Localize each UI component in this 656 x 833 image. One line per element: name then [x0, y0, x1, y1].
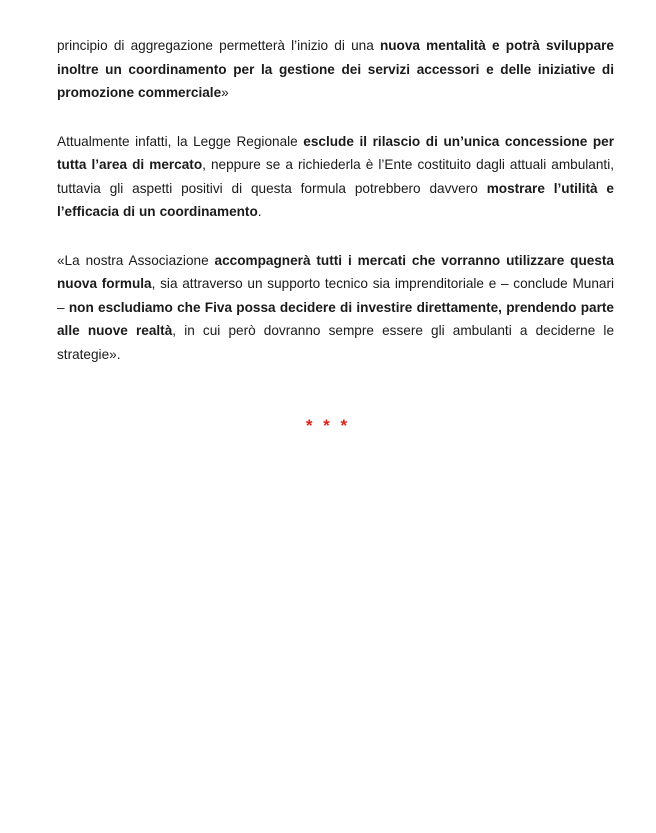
section-separator: * * *	[305, 416, 351, 435]
paragraph-2-text-1: Attualmente infatti, la Legge Regionale	[57, 133, 304, 149]
paragraph-3-bold-2: non escludiamo che Fiva possa decidere di investire direttamente, prendendo parte alle nuove realtà	[57, 299, 614, 338]
paragraph-1	[57, 34, 614, 105]
paragraph-2-text-3: .	[257, 204, 262, 219]
paragraph-3-bold-1: accompagnerà tutti i mercati che vorranno utilizzare questa nuova formula	[57, 252, 614, 291]
paragraph-2-bold-1: esclude il rilascio di un’unica concessione per tutta l’area di mercato	[57, 133, 615, 172]
paragraph-1-text-1: principio di aggregazione permetterà l’inizio di una	[57, 38, 380, 53]
paragraph-2-bold-2: mostrare l’utilità e l’efficacia di un coordinamento	[57, 180, 614, 219]
paragraph-3-text-3: , in cui però dovranno sempre essere gli ambulanti a deciderne le strategie».	[57, 323, 615, 362]
paragraph-3	[57, 249, 614, 367]
paragraph-3-text-2: , sia attraverso un supporto tecnico sia imprenditoriale e – conclude Munari –	[57, 276, 614, 315]
paragraph-3-text-1: «La nostra Associazione	[57, 252, 215, 268]
paragraph-2	[57, 130, 614, 224]
paragraph-1-text-2: »	[221, 85, 229, 100]
document-body	[57, 34, 614, 391]
paragraph-2-text-2: , neppure se a richiederla è l’Ente costituito dagli attuali ambulanti, tuttavia gli aspetti positivi di questa formula potrebbero davvero	[57, 157, 614, 196]
paragraph-1-bold-1: nuova mentalità e potrà sviluppare inoltre un coordinamento per la gestione dei servizi accessori e delle iniziative di promozione commerciale	[57, 38, 614, 100]
